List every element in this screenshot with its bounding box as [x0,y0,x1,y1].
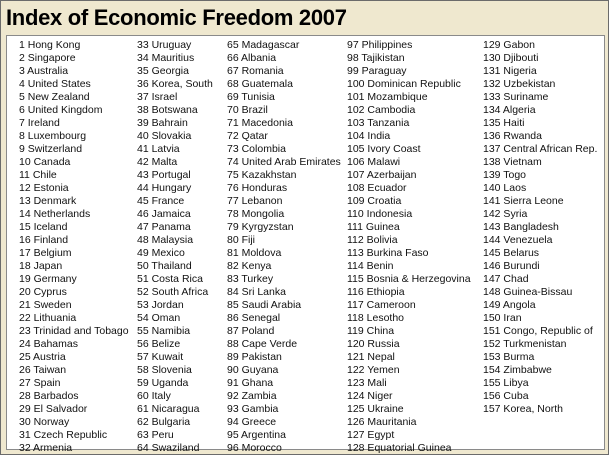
ranking-entry: 73 Colombia [227,143,286,155]
ranking-entry: 79 Kyrgyzstan [227,221,294,233]
ranking-entry: 113 Burkina Faso [347,247,429,259]
ranking-entry: 15 Iceland [19,221,68,233]
ranking-entry: 21 Sweden [19,299,72,311]
ranking-entry: 120 Russia [347,338,400,350]
ranking-entry: 142 Syria [483,208,528,220]
ranking-entry: 10 Canada [19,156,71,168]
ranking-entry: 100 Dominican Republic [347,78,461,90]
ranking-column-1 [19,39,129,455]
ranking-entry: 3 Australia [19,65,69,77]
ranking-entry: 55 Namibia [137,325,191,337]
ranking-entry: 86 Senegal [227,312,281,324]
ranking-entry: 146 Burundi [483,260,540,272]
ranking-entry: 87 Poland [227,325,275,337]
ranking-entry: 115 Bosnia & Herzegovina [347,273,471,285]
ranking-entry: 59 Uganda [137,377,189,389]
ranking-entry: 89 Pakistan [227,351,282,363]
ranking-entry: 75 Kazakhstan [227,169,297,181]
ranking-entry: 121 Nepal [347,351,395,363]
page-title: Index of Economic Freedom 2007 [6,5,347,30]
ranking-entry: 58 Slovenia [137,364,192,376]
ranking-entry: 8 Luxembourg [19,130,87,142]
ranking-entry: 95 Argentina [227,429,286,441]
ranking-entry: 52 South Africa [137,286,209,298]
ranking-entry: 102 Cambodia [347,104,416,116]
ranking-entry: 109 Croatia [347,195,402,207]
ranking-entry: 126 Mauritania [347,416,417,428]
ranking-entry: 49 Mexico [137,247,185,259]
ranking-entry: 17 Belgium [19,247,72,259]
ranking-entry: 28 Barbados [19,390,79,402]
ranking-entry: 122 Yemen [347,364,400,376]
ranking-entry: 46 Jamaica [137,208,191,220]
ranking-entry: 149 Angola [483,299,536,311]
ranking-entry: 68 Guatemala [227,78,293,90]
ranking-entry: 127 Egypt [347,429,395,441]
ranking-entry: 66 Albania [227,52,277,64]
ranking-entry: 26 Taiwan [19,364,67,376]
ranking-entry: 38 Botswana [137,104,198,116]
ranking-entry: 70 Brazil [227,104,268,116]
ranking-entry: 18 Japan [19,260,63,272]
ranking-entry: 157 Korea, North [483,403,563,415]
ranking-entry: 36 Korea, South [137,78,213,90]
ranking-entry: 69 Tunisia [227,91,275,103]
ranking-entry: 37 Israel [137,91,178,103]
ranking-entry: 135 Haiti [483,117,525,129]
ranking-entry: 64 Swaziland [137,442,200,454]
ranking-entry: 27 Spain [19,377,61,389]
ranking-entry: 80 Fiji [227,234,256,246]
ranking-entry: 141 Sierra Leone [483,195,564,207]
ranking-entry: 1 Hong Kong [19,39,81,51]
ranking-panel [6,35,605,454]
ranking-entry: 91 Ghana [227,377,274,389]
ranking-entry: 44 Hungary [137,182,192,194]
ranking-entry: 137 Central African Rep. [483,143,598,155]
ranking-entry: 151 Congo, Republic of [483,325,593,337]
ranking-entry: 88 Cape Verde [227,338,298,350]
ranking-entry: 34 Mauritius [137,52,195,64]
ranking-entry: 16 Finland [19,234,69,246]
ranking-entry: 150 Iran [483,312,522,324]
ranking-entry: 153 Burma [483,351,535,363]
ranking-entry: 61 Nicaragua [137,403,200,415]
ranking-column-2 [137,39,213,455]
ranking-entry: 62 Bulgaria [137,416,191,428]
ranking-entry: 77 Lebanon [227,195,283,207]
ranking-entry: 134 Algeria [483,104,536,116]
ranking-entry: 60 Italy [137,390,171,402]
ranking-entry: 104 India [347,130,391,142]
ranking-entry: 25 Austria [19,351,66,363]
ranking-entry: 78 Mongolia [227,208,285,220]
ranking-entry: 83 Turkey [227,273,274,285]
ranking-entry: 30 Norway [19,416,70,428]
ranking-entry: 2 Singapore [19,52,76,64]
ranking-entry: 128 Equatorial Guinea [347,442,452,454]
ranking-entry: 94 Greece [227,416,277,428]
ranking-entry: 51 Costa Rica [137,273,203,285]
ranking-entry: 63 Peru [137,429,174,441]
ranking-column-3 [227,39,341,455]
ranking-entry: 112 Bolivia [347,234,398,246]
ranking-entry: 31 Czech Republic [19,429,108,441]
ranking-entry: 71 Macedonia [227,117,293,129]
ranking-entry: 136 Rwanda [483,130,542,142]
ranking-entry: 43 Portugal [137,169,191,181]
ranking-entry: 72 Qatar [227,130,268,142]
ranking-entry: 42 Malta [137,156,178,168]
ranking-entry: 116 Ethiopia [347,286,405,298]
ranking-entry: 152 Turkmenistan [483,338,567,350]
ranking-entry: 85 Saudi Arabia [227,299,302,311]
ranking-entry: 7 Ireland [19,117,60,129]
ranking-entry: 20 Cyprus [19,286,67,298]
ranking-entry: 143 Bangladesh [483,221,559,233]
ranking-entry: 47 Panama [137,221,191,233]
ranking-entry: 131 Nigeria [483,65,537,77]
ranking-entry: 93 Gambia [227,403,279,415]
ranking-entry: 99 Paraguay [347,65,407,77]
ranking-entry: 130 Djibouti [483,52,539,64]
ranking-entry: 74 United Arab Emirates [227,156,341,168]
ranking-entry: 54 Oman [137,312,181,324]
ranking-entry: 13 Denmark [19,195,77,207]
ranking-entry: 117 Cameroon [347,299,416,311]
ranking-entry: 114 Benin [347,260,394,272]
ranking-entry: 124 Niger [347,390,393,402]
ranking-entry: 81 Moldova [227,247,282,259]
ranking-entry: 156 Cuba [483,390,529,402]
ranking-entry: 33 Uruguay [137,39,192,51]
ranking-entry: 108 Ecuador [347,182,407,194]
ranking-entry: 84 Sri Lanka [227,286,286,298]
ranking-column-4 [347,39,471,455]
ranking-entry: 35 Georgia [137,65,189,77]
ranking-entry: 24 Bahamas [19,338,78,350]
ranking-entry: 145 Belarus [483,247,540,259]
ranking-entry: 125 Ukraine [347,403,404,415]
ranking-entry: 132 Uzbekistan [483,78,556,90]
ranking-entry: 40 Slovakia [137,130,192,142]
ranking-entry: 29 El Salvador [19,403,88,415]
ranking-entry: 4 United States [19,78,91,90]
ranking-entry: 32 Armenia [19,442,73,454]
ranking-entry: 118 Lesotho [347,312,405,324]
ranking-entry: 97 Philippines [347,39,413,51]
ranking-entry: 41 Latvia [137,143,180,155]
ranking-entry: 48 Malaysia [137,234,194,246]
ranking-entry: 6 United Kingdom [19,104,103,116]
ranking-entry: 9 Switzerland [19,143,83,155]
ranking-entry: 101 Mozambique [347,91,428,103]
ranking-entry: 139 Togo [483,169,527,181]
ranking-entry: 67 Romania [227,65,284,77]
ranking-entry: 155 Libya [483,377,529,389]
ranking-entry: 76 Honduras [227,182,288,194]
ranking-entry: 11 Chile [19,169,57,181]
ranking-entry: 133 Suriname [483,91,549,103]
ranking-entry: 144 Venezuela [483,234,553,246]
ranking-entry: 92 Zambia [227,390,277,402]
ranking-entry: 45 France [137,195,185,207]
ranking-entry: 147 Chad [483,273,529,285]
ranking-entry: 65 Madagascar [227,39,300,51]
ranking-entry: 129 Gabon [483,39,535,51]
ranking-entry: 82 Kenya [227,260,272,272]
ranking-entry: 105 Ivory Coast [347,143,421,155]
ranking-entry: 138 Vietnam [483,156,542,168]
ranking-entry: 50 Thailand [137,260,192,272]
ranking-entry: 57 Kuwait [137,351,184,363]
ranking-entry: 119 China [347,325,395,337]
ranking-entry: 110 Indonesia [347,208,413,220]
ranking-entry: 23 Trinidad and Tobago [19,325,129,337]
ranking-entry: 19 Germany [19,273,77,285]
ranking-column-5 [483,39,597,416]
ranking-entry: 14 Netherlands [19,208,91,220]
ranking-entry: 103 Tanzania [347,117,410,129]
ranking-entry: 53 Jordan [137,299,184,311]
ranking-entry: 5 New Zealand [19,91,90,103]
ranking-entry: 56 Belize [137,338,181,350]
ranking-entry: 123 Mali [347,377,387,389]
ranking-entry: 98 Tajikistan [347,52,405,64]
ranking-entry: 90 Guyana [227,364,279,376]
ranking-entry: 154 Zimbabwe [483,364,552,376]
ranking-entry: 140 Laos [483,182,527,194]
ranking-entry: 106 Malawi [347,156,401,168]
ranking-entry: 96 Morocco [227,442,282,454]
ranking-entry: 39 Bahrain [137,117,188,129]
ranking-entry: 107 Azerbaijan [347,169,417,181]
ranking-entry: 22 Lithuania [19,312,77,324]
ranking-entry: 148 Guinea-Bissau [483,286,573,298]
ranking-entry: 111 Guinea [347,221,400,233]
ranking-entry: 12 Estonia [19,182,69,194]
